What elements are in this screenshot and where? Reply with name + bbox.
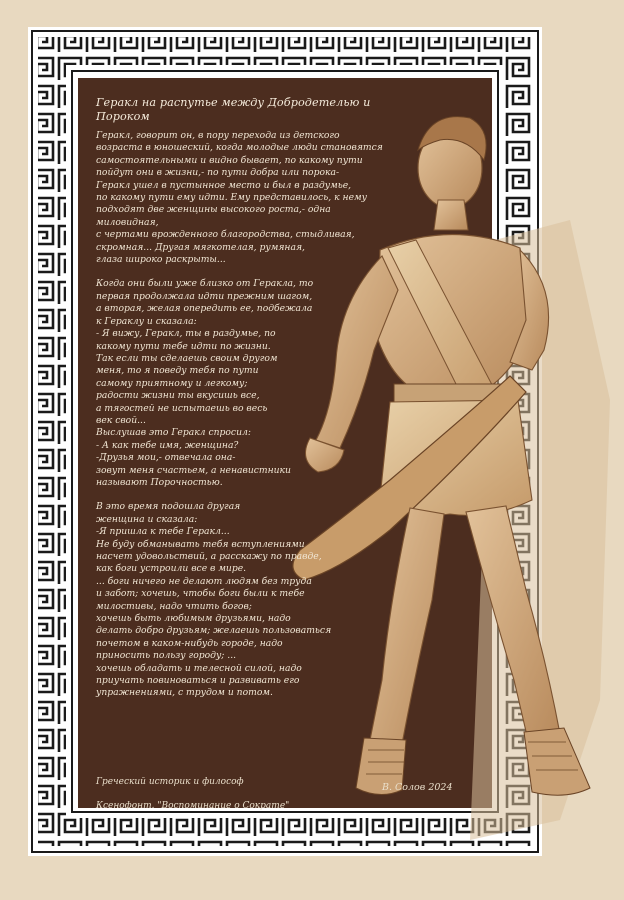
source-credit bbox=[96, 764, 336, 824]
poem-text-block bbox=[96, 96, 396, 712]
artist-signature: В. Солов 2024 bbox=[382, 782, 453, 793]
paragraph-3: В это время подошла другая женщина и сказала: -Я пришла к тебе Геракл... Не буду обманывать тебя вступлениями насчет удовольствий, а расскажу по правде, как боги устроили все в мире. ... боги ничего не делают людям без труда и забот; хочешь, чтобы боги были к тебе милостивы, надо чтить богов; хочешь быть любимым друзьями, надо делать добро друзьям; желаешь пользоваться почетом в каком-нибудь городе, надо приносить пользу городу; ... хочешь обладать и телесной силой, надо приучать повиноваться и развивать его упражнениями, с трудом и потом. bbox=[96, 501, 332, 699]
credit-line-2: Ксенофонт. "Воспоминание о Сократе" bbox=[96, 801, 290, 811]
paragraph-2: Когда они были уже близко от Геракла, то первая продолжала идти прежним шагом, а вторая, желая опередить ее, подбежала к Гераклу и сказала: - Я вижу, Геракл, ты в раздумье, по какому пути тебе идти по жизни. Так если ты сделаешь своим другом меня, то я поведу тебя по пути самому приятному и легкому; радости жизни ты вкусишь все, а тягостей не испытаешь во весь век свой... Выслушав это Геракл спросил: - А как тебе имя, женщина? -Друзья мои,- отвечала она- зовут меня счастьем, а ненавистники называют Порочностью. bbox=[96, 278, 314, 488]
paragraph-1: Геракл, говорит он, в пору перехода из детского возраста в юношеский, когда молодые люди становятся самостоятельными и видно бывает, по какому пути пойдут они в жизни,- по пути добра или порока- Геракл ушел в пустынное место и был в раздумье, по какому пути ему идти. Ему представилось, к нему подходят две женщины высокого роста,- одна миловидная, с чертами врожденного благородства, стыдливая, скромная... Другая мягкотелая, румяная, глаза широко раскрыты... bbox=[96, 130, 383, 266]
poster-title: Геракл на распутье между Добродетелью и Пороком bbox=[96, 96, 371, 123]
credit-line-1: Греческий историк и философ bbox=[96, 777, 244, 787]
